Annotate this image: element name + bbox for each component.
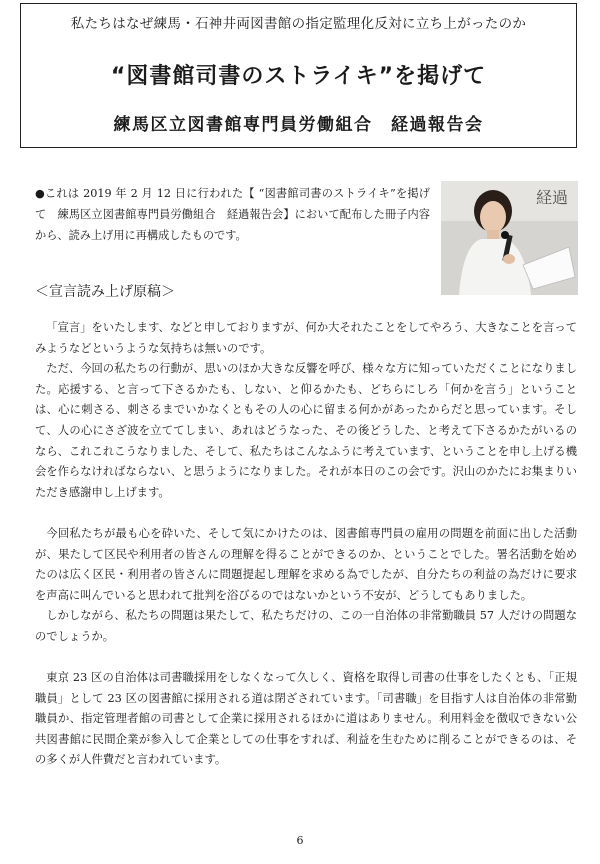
paragraph: ただ、今回の私たちの行動が、思いのほか大きな反響を呼び、様々な方に知っていただくことになりました。応援する、と言って下さるかたも、しない、と仰るかたも、どちらにしろ「何かを言う」ということは、心に刺さる、刺さるまでいかなくともその人の心に留まる何かがあったからだと思っています。そして、人の心にさざ波を立ててしまい、あれはどうなった、その後どうした、と考えて下さるかたがいるのなら、これこれこうなりました、そして、私たちはこんなふうに考えています、ということを申し上げる機会を作らなければならない、と思うようになりました。それが本日のこの会です。沢山のかたにお集まりいただき感謝申し上げます。 [35,362,577,499]
document-subtitle: 練馬区立図書館専門員労働組合 経過報告会 [113,115,484,135]
section-heading: ＜宣言読み上げ原稿＞ [35,284,175,300]
paragraph: 今回私たちが最も心を砕いた、そして気にかけたのは、図書館専門員の雇用の問題を前面に出した活動が、果たして区民や利用者の皆さんの理解を得ることができるのか、ということでした。署名活動を始めたのは広く区民・利用者の皆さんに問題提起し理解を求める為でしたが、自分たちの利益の為だけに要求を声高に叫んでいると思われて批判を浴びるのではないかという不安が、どうしてもありました。 [35,526,577,602]
intro-note: ●これは 2019 年 2 月 12 日に行われた【 “図書館司書のストライキ”を掲げて 練馬区立図書館専門員労働組合 経過報告会】において配布した冊子内容から、読み上げ用に再構成したものです。 [35,187,430,242]
document-title: “図書館司書のストライキ”を掲げて [110,64,487,89]
sign-text: 経過 [536,188,569,207]
paragraph: 東京 23 区の自治体は司書職採用をしなくなって久しく、資格を取得し司書の仕事をしたくとも、「正規職員」として 23 区の図書館に採用される道は閉ざされています。「司書職」を目指す人は自治体の非常勤職員か、指定管理者館の司書として企業に採用されるほかに道はありません。利用料金を徴収できない公共図書館に民間企業が参入して企業としての仕事をすれば、利益を生むために削ることができるのは、その多くが人件費だと言われています。 [35,671,577,767]
speaker-photo [441,181,578,295]
header-box [20,3,577,148]
paragraph: しかしながら、私たちの問題は果たして、私たちだけの、この一自治体の非常勤職員 57 人だけの問題なのでしょうか。 [35,609,577,643]
paragraph: 「宣言」をいたします、などと申しておりますが、何か大それたことをしてやろう、大きなことを言ってみようなどというような気持ちは無いのです。 [35,321,577,355]
body-text [35,318,577,771]
page-number: 6 [296,834,304,847]
header-top-line: 私たちはなぜ練馬・石神井両図書館の指定監理化反対に立ち上がったのか [70,16,527,32]
